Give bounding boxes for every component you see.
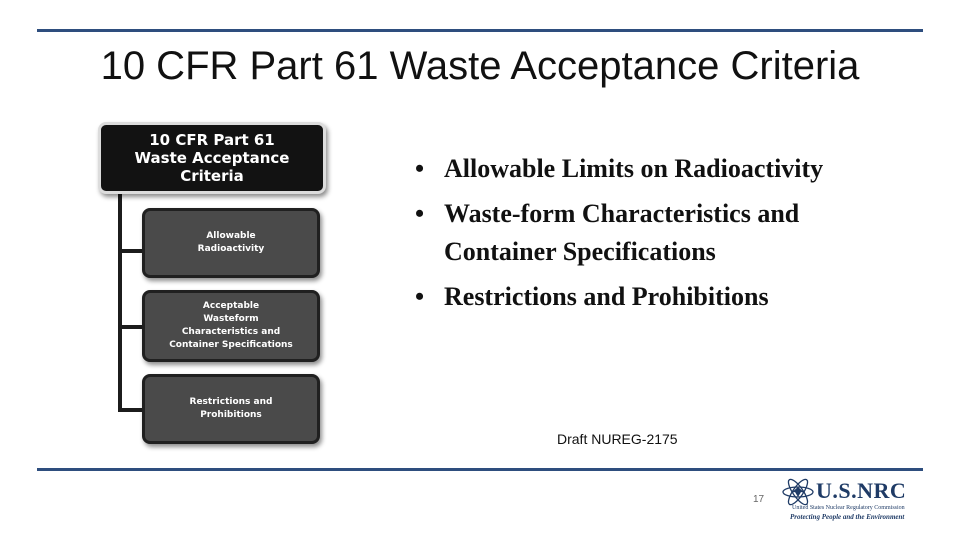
diagram-connector-vertical bbox=[118, 186, 122, 412]
bullet-item bbox=[415, 150, 875, 188]
atom-eagle-icon bbox=[782, 478, 816, 508]
bullet-text: Restrictions and Prohibitions bbox=[444, 282, 769, 311]
bullet-item bbox=[415, 195, 875, 271]
diagram-item-box bbox=[142, 290, 320, 362]
bottom-rule bbox=[37, 468, 923, 471]
diagram-connector-1 bbox=[118, 249, 144, 253]
bullet-list bbox=[415, 150, 875, 323]
diagram-connector-2 bbox=[118, 325, 144, 329]
bullet-marker: • bbox=[415, 282, 425, 311]
bullet-item bbox=[415, 278, 875, 316]
diagram-item-label: Restrictions and Prohibitions bbox=[189, 397, 273, 420]
logo-wordmark: U.S.NRC bbox=[816, 478, 907, 503]
source-footnote: Draft NUREG-2175 bbox=[557, 431, 678, 447]
logo-subtitle: United States Nuclear Regulatory Commission bbox=[792, 505, 905, 511]
logo-tagline: Protecting People and the Environment bbox=[790, 513, 905, 521]
bullet-marker: • bbox=[415, 154, 425, 183]
diagram-item-box bbox=[142, 208, 320, 278]
bullet-text: Allowable Limits on Radioactivity bbox=[444, 154, 824, 183]
diagram-item-label: Allowable Radioactivity bbox=[197, 231, 265, 254]
criteria-diagram bbox=[92, 118, 330, 448]
diagram-header-box bbox=[98, 122, 326, 194]
diagram-header-label: 10 CFR Part 61 Waste Acceptance Criteria bbox=[134, 131, 290, 185]
bullet-text: Waste-form Characteristics and Container Specifications bbox=[444, 199, 800, 266]
diagram-item-box bbox=[142, 374, 320, 444]
page-number: 17 bbox=[753, 494, 765, 505]
diagram-item-label: Acceptable Wasteform Characteristics and Container Specifications bbox=[169, 301, 293, 350]
top-rule bbox=[37, 29, 923, 32]
slide-title: 10 CFR Part 61 Waste Acceptance Criteria bbox=[100, 44, 860, 88]
nrc-logo bbox=[782, 478, 932, 524]
diagram-connector-3 bbox=[118, 408, 144, 412]
bullet-marker: • bbox=[415, 199, 425, 228]
